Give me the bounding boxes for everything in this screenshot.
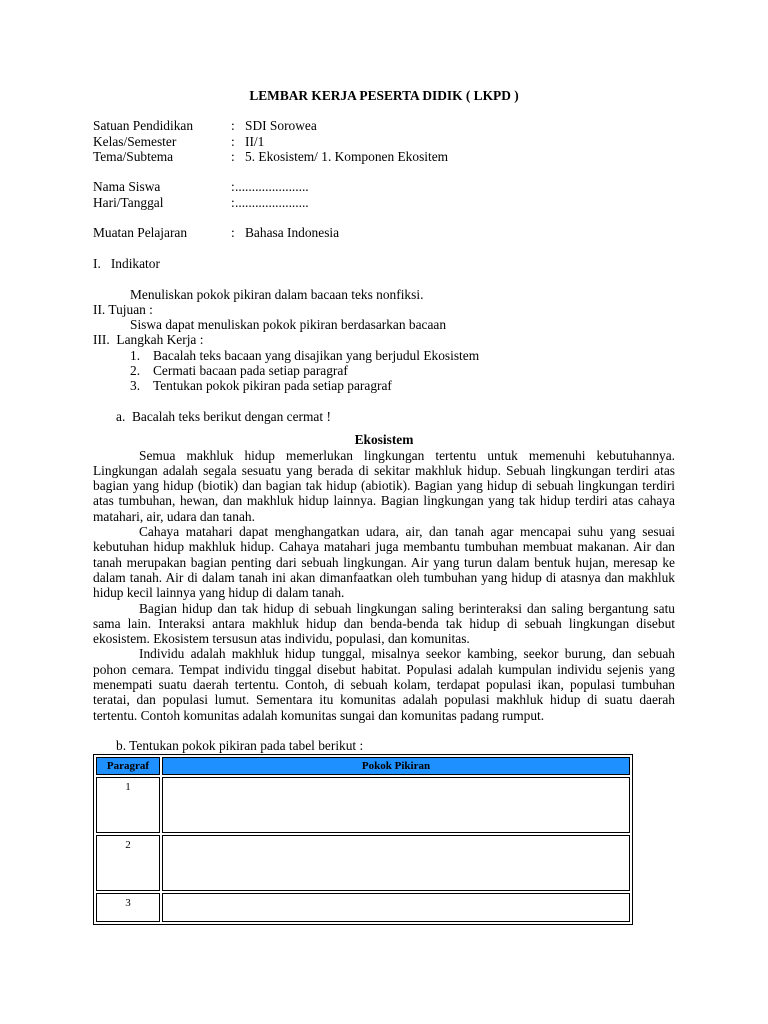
info-row-theme xyxy=(93,149,675,164)
info-value: 5. Ekosistem/ 1. Komponen Ekositem xyxy=(245,148,449,164)
instruction-a: a. Bacalah teks berikut dengan cermat ! xyxy=(116,408,331,424)
indikator-text: Menuliskan pokok pikiran dalam bacaan teks nonfiksi. xyxy=(130,286,424,302)
answer-table-wrap xyxy=(93,754,675,925)
reading-title: Ekosistem xyxy=(354,432,414,448)
info-row-school xyxy=(93,118,675,133)
header-pokok-pikiran: Pokok Pikiran xyxy=(162,757,630,775)
student-value[interactable]: ...................... xyxy=(235,179,309,195)
reading-paragraph: Semua makhluk hidup memerlukan lingkungan tertentu untuk memenuhi kebutuhannya. Lingkungan adalah segala sesuatu yang berada di sekitar makhluk hidup. Sebuah lingkungan terdiri atas bagian yang hidup (biotik) dan bagian tak hidup (abiotik). Bagian yang hidup di sebuah lingkungan terdiri atas tumbuhan, hewan, dan makhluk hidup lainnya. Bagian lingkungan yang tak hidup terdiri atas cahaya matahari, air, udara dan tanah. xyxy=(93,447,675,524)
langkah-item xyxy=(93,348,675,363)
langkah-num: 2. xyxy=(130,363,141,379)
student-sep: : xyxy=(231,194,235,210)
table-row xyxy=(96,893,630,922)
langkah-item xyxy=(93,363,675,378)
langkah-num: 3. xyxy=(130,378,141,394)
reading-paragraph: Cahaya matahari dapat menghangatkan udara, air, dan tanah agar mencapai suhu yang sesuai kebutuhan hidup makhluk hidup. Cahaya matahari juga membantu tumbuhan membuat makanan. Air dan tanah merupakan bagian penting dari sebuah lingkungan. Air yang turun dalam bentuk hujan, meresap ke dalam tanah. Air di dalam tanah ini akan dimanfaatkan oleh tumbuhan yang hidup di atasnya dan makhluk hidup kecil lainnya yang hidup di dalam tanah. xyxy=(93,524,675,601)
muatan-value: Bahasa Indonesia xyxy=(245,225,340,241)
muatan-label: Muatan Pelajaran xyxy=(93,225,188,241)
table-row xyxy=(96,777,630,833)
worksheet-title: LEMBAR KERJA PESERTA DIDIK ( LKPD ) xyxy=(249,88,519,103)
student-sep: : xyxy=(231,179,235,195)
student-label: Nama Siswa xyxy=(93,179,161,195)
tujuan-text: Siswa dapat menuliskan pokok pikiran berdasarkan bacaan xyxy=(130,317,447,333)
info-label: Tema/Subtema xyxy=(93,148,174,164)
table-header-row xyxy=(96,757,630,775)
info-label: Satuan Pendidikan xyxy=(93,118,194,134)
instruction-b: b. Tentukan pokok pikiran pada tabel berikut : xyxy=(116,738,364,754)
muatan-row xyxy=(93,225,675,240)
table-row xyxy=(96,835,630,891)
answer-cell[interactable] xyxy=(162,835,630,891)
student-label: Hari/Tanggal xyxy=(93,194,164,210)
answer-table xyxy=(93,754,633,925)
langkah-num: 1. xyxy=(130,347,141,363)
info-value: II/1 xyxy=(245,133,265,149)
langkah-heading: III. Langkah Kerja : xyxy=(93,332,204,348)
langkah-item xyxy=(93,378,675,393)
tujuan-heading: II. Tujuan : xyxy=(93,301,153,317)
header-paragraf: Paragraf xyxy=(96,757,160,775)
info-label: Kelas/Semester xyxy=(93,133,177,149)
answer-cell[interactable] xyxy=(162,777,630,833)
info-value: SDI Sorowea xyxy=(245,118,317,134)
indikator-heading: I. Indikator xyxy=(93,255,160,271)
row-number: 1 xyxy=(96,777,160,833)
langkah-text: Bacalah teks bacaan yang disajikan yang berjudul Ekosistem xyxy=(153,347,480,363)
reading-paragraph: Individu adalah makhluk hidup tunggal, misalnya seekor kambing, seekor burung, dan sebuah pohon cemara. Tempat individu tinggal disebut habitat. Populasi adalah kumpulan individu sejenis yang menempati suatu daerah tertentu. Contoh, di sebuah kolam, terdapat populasi ikan, populasi tumbuhan teratai, dan populasi lumut. Sementara itu komunitas adalah populasi makhluk hidup di suatu daerah tertentu. Contoh komunitas adalah komunitas sungai dan komunitas padang rumput. xyxy=(93,646,675,723)
row-number: 3 xyxy=(96,893,160,922)
student-row-date xyxy=(93,195,675,210)
langkah-text: Tentukan pokok pikiran pada setiap paragraf xyxy=(153,378,392,394)
student-value[interactable]: ...................... xyxy=(235,194,309,210)
info-row-class xyxy=(93,134,675,149)
muatan-sep: : xyxy=(231,225,235,241)
info-sep: : xyxy=(231,148,235,164)
student-row-name xyxy=(93,179,675,194)
worksheet-page xyxy=(93,88,675,925)
row-number: 2 xyxy=(96,835,160,891)
info-sep: : xyxy=(231,118,235,134)
info-sep: : xyxy=(231,133,235,149)
answer-cell[interactable] xyxy=(162,893,630,922)
langkah-text: Cermati bacaan pada setiap paragraf xyxy=(153,363,348,379)
reading-paragraph: Bagian hidup dan tak hidup di sebuah lingkungan saling berinteraksi dan saling bergantung satu sama lain. Interaksi antara makhluk hidup dan benda-benda tak hidup di sebuah lingkungan disebut ekosistem. Ekosistem tersusun atas individu, populasi, dan komunitas. xyxy=(93,600,675,647)
